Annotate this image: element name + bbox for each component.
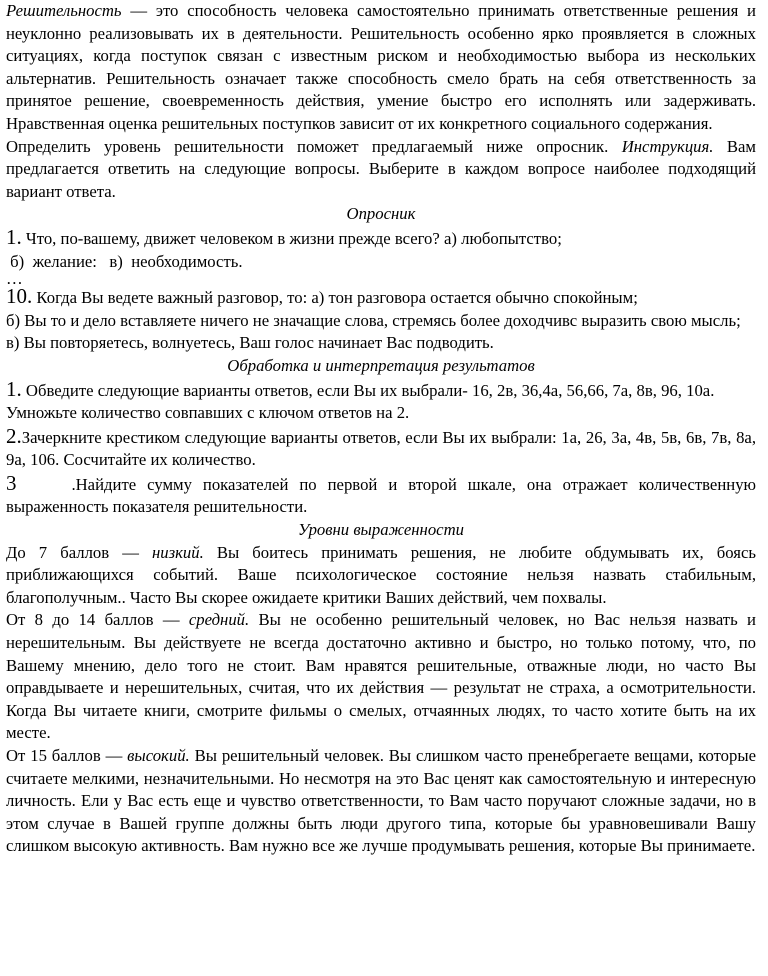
questionnaire-title: Опросник: [346, 204, 416, 224]
question-1: [6, 226, 756, 251]
level-high-lead: От 15 баллов —: [6, 746, 128, 765]
level-low-lead: До 7 баллов —: [6, 542, 152, 562]
instruction-label: Инструкция.: [621, 136, 714, 156]
processing-step-1-number: 1.: [6, 376, 22, 401]
question-1-number: 1.: [6, 224, 22, 249]
level-middle: [6, 609, 756, 745]
level-high-label: высокий.: [127, 746, 190, 765]
document-page: [6, 0, 761, 858]
question-10-text: Когда Вы ведете важный разговор, то: а) тон разговора остается обычно спокойным;: [32, 288, 638, 308]
intro-paragraph: [6, 0, 756, 136]
processing-step-2: [6, 425, 756, 472]
processing-step-3-number: 3: [6, 470, 17, 495]
level-middle-text: Вы не особенно решительный человек, но Вас нельзя назвать и нерешительным. Вы действуете не всегда достаточно активно и быстро, но только потому, что, по Вашему мнению, дело того не стоит. Вам нравятся решительные, отважные люди, но часто Вы оправдываете и нерешительных, считая, что их действия — результат не страха, а осмотрительности. Когда Вы читаете книги, смотрите фильмы о смелых, отчаянных людях, то часто хотите быть на их месте.: [6, 610, 756, 743]
processing-step-3-text: .Найдите сумму показателей по первой и второй шкале, она отражает количественную выраженность показателя решительности.: [6, 474, 761, 517]
instruction-text: Вам предлагается ответить на следующие вопросы. Выберите в каждом вопросе наиболее подходящий вариант ответа.: [6, 136, 756, 201]
processing-step-1-extra: Умножьте количество совпавших с ключом ответов на 2.: [6, 403, 410, 423]
processing-step-2-text: Зачеркните крестиком следующие варианты ответов, если Вы их выбрали: 1а, 26, 3а, 4в, 5в, 6в, 7в, 8а, 9а, 106. Сосчитайте их количество.: [6, 427, 756, 470]
level-high-text: Вы решительный человек. Вы слишком часто пренебрегаете вещами, которые считаете мелкими, незначительными. Но несмотря на это Вас ценят как самостоятельную и интересную личность. Ели у Вас есть еще и чувство ответственности, то Вам часто поручают сложные задачи, но в этом случае в Вашей группе должны быть люди другого типа, которые бы уравновешивали Вашу слишком высокую активность. Вам нужно все же лучше продумывать решения, которые Вы принимаете.: [6, 746, 756, 856]
question-1-text: Что, по-вашему, движет человеком в жизни прежде всего? а) любопытство;: [21, 228, 562, 248]
processing-step-1-text: Обведите следующие варианты ответов, если Вы их выбрали- 16, 2в, 36,4а, 56,66, 7а, 8в, 96, 10а.: [21, 380, 715, 400]
intro-term: Решительность: [6, 1, 122, 20]
level-low-label: низкий.: [151, 542, 204, 562]
question-10-option-b: б) Вы то и дело вставляете ничего не значащие слова, стремясь более доходчивс выразить свою мысль;: [6, 310, 741, 330]
question-10-number: 10.: [6, 284, 33, 309]
question-1-options: б) желание: в) необходимость.: [6, 251, 243, 271]
level-low-text: Вы боитесь принимать решения, не любите обдумывать их, боясь приближающихся событий. Ваше психологическое состояние нельзя назвать стабильным, благополучным.. Часто Вы скорее ожидаете критики Ваших действий, чем похвалы.: [6, 542, 756, 607]
intro-text: — это способность человека самостоятельно принимать ответственные решения и неуклонно реализовывать их в деятельности. Решительность особенно ярко проявляется в сложных ситуациях, когда поступок связан с известным риском и необходимостью выбора из нескольких альтернатив. Решительность означает также способность смело брать на себя ответственность за принятое решение, своевременность действия, умение быстро его исполнять или задерживать. Нравственная оценка решительных поступков зависит от их конкретного социального содержания.: [6, 1, 756, 133]
processing-step-3: [6, 470, 761, 519]
instruction-paragraph: [6, 136, 756, 204]
levels-title: Уровни выраженности: [298, 520, 464, 540]
question-10-option-c: в) Вы повторяетесь, волнуетесь, Ваш голос начинает Вас подводить.: [6, 333, 494, 353]
instruction-lead: Определить уровень решительности поможет предлагаемый ниже опросник.: [6, 136, 622, 156]
processing-title: Обработка и интерпретация результатов: [227, 355, 535, 375]
level-high: [6, 745, 756, 858]
processing-step-1: [6, 378, 756, 403]
level-low: [6, 542, 756, 610]
level-middle-label: средний.: [188, 610, 250, 630]
level-middle-lead: От 8 до 14 баллов —: [6, 610, 189, 630]
processing-step-2-number: 2.: [6, 423, 22, 448]
question-10: [6, 285, 756, 310]
questions-ellipsis: …: [6, 269, 23, 289]
